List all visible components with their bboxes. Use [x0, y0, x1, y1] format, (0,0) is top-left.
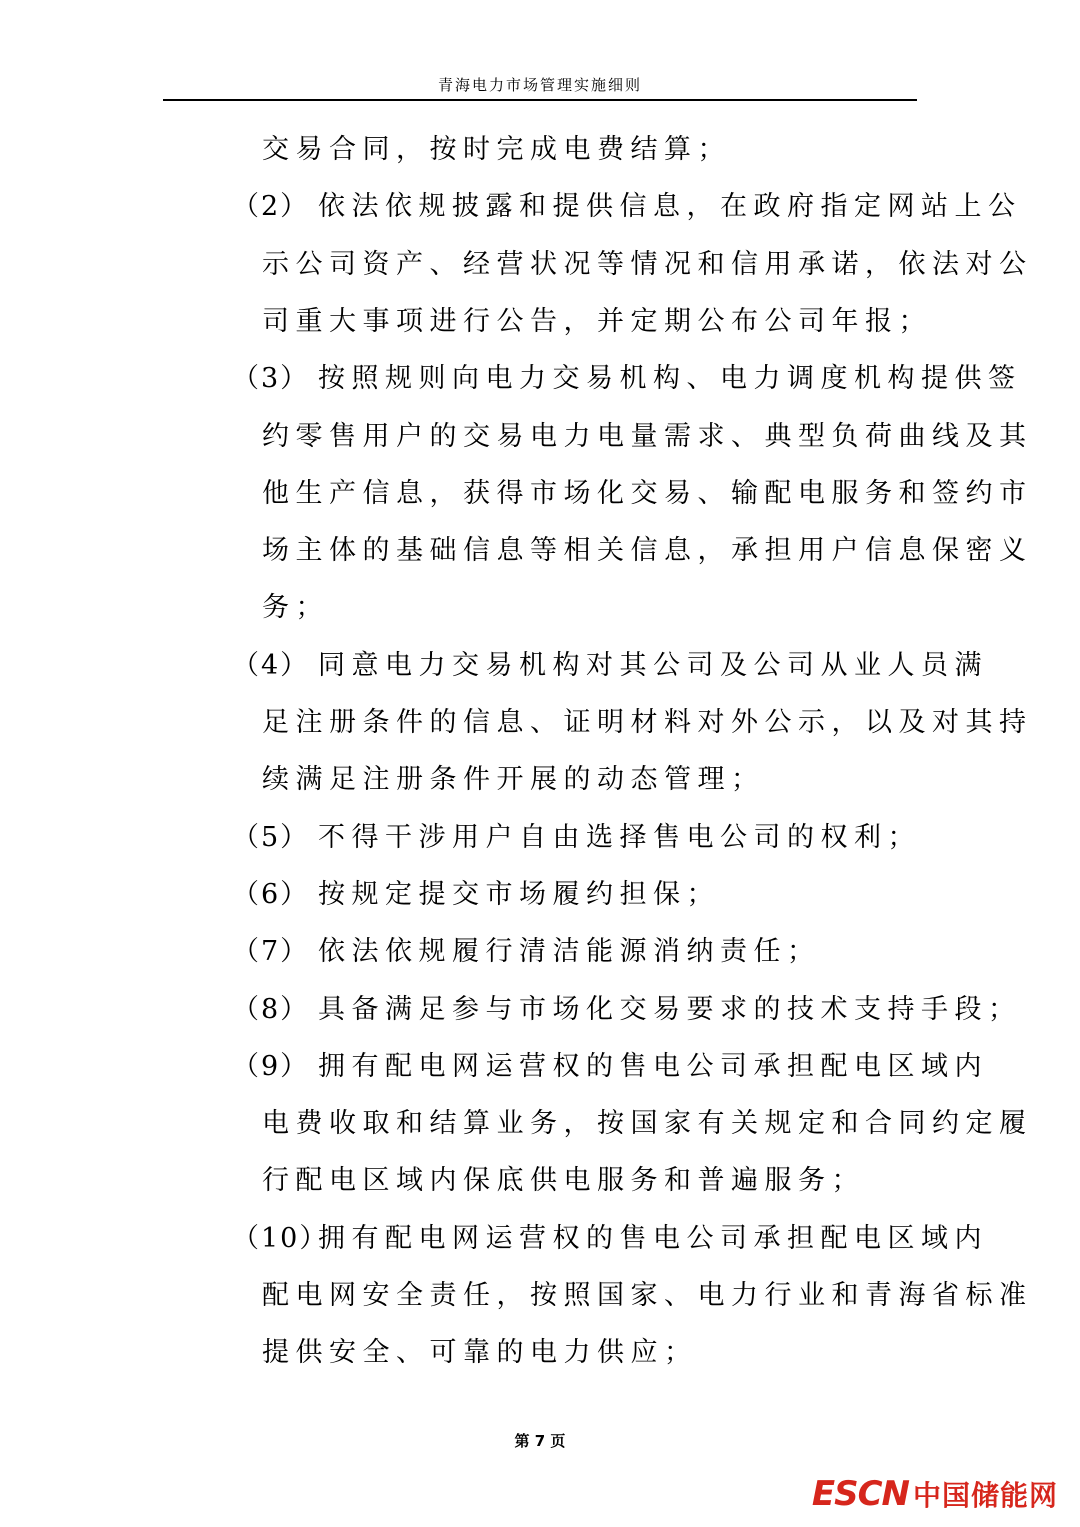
- continuation-line: 约零售用户的交易电力电量需求、典型负荷曲线及其: [262, 420, 1033, 452]
- continuation-line: 务；: [262, 592, 329, 624]
- escn-watermark-logo: [812, 1474, 1058, 1514]
- continuation-line: 交易合同，按时完成电费结算；: [262, 134, 731, 165]
- continuation-line: 配电网安全责任，按照国家、电力行业和青海省标准: [262, 1280, 1033, 1311]
- continuation-line: 足注册条件的信息、证明材料对外公示，以及对其持: [262, 707, 1033, 738]
- list-item-line: [232, 990, 1022, 1030]
- item-number: （2）: [232, 191, 310, 223]
- list-item-line: [232, 187, 1022, 227]
- continuation-line: 他生产信息，获得市场化交易、输配电服务和签约市: [262, 477, 1033, 509]
- list-item-line: [232, 1219, 988, 1259]
- item-text: 不得干涉用户自由选择售电公司的权利；: [318, 821, 921, 853]
- continuation-line: 提供安全、可靠的电力供应；: [262, 1337, 698, 1369]
- item-number: （8）: [232, 993, 310, 1025]
- item-text: 按照规则向电力交易机构、电力调度机构提供签: [318, 363, 1022, 395]
- watermark-latin: ESCN: [811, 1474, 909, 1514]
- item-text: 依法依规披露和提供信息，在政府指定网站上公: [318, 191, 1022, 223]
- item-number: （5）: [232, 821, 310, 853]
- item-number: （4）: [232, 649, 310, 681]
- item-text: 拥有配电网运营权的售电公司承担配电区域内: [318, 1050, 988, 1082]
- item-number: （10）: [232, 1222, 329, 1254]
- list-item-line: [232, 1047, 988, 1087]
- list-item-line: [232, 932, 821, 972]
- continuation-line: 司重大事项进行公告，并定期公布公司年报；: [262, 305, 932, 337]
- watermark-cn: 中国储能网: [912, 1479, 1058, 1512]
- item-text: 拥有配电网运营权的售电公司承担配电区域内: [318, 1222, 988, 1254]
- item-text: 依法依规履行清洁能源消纳责任；: [318, 936, 821, 968]
- continuation-line: 行配电区域内保底供电服务和普遍服务；: [262, 1165, 865, 1197]
- item-number: （9）: [232, 1050, 310, 1082]
- list-item-line: [232, 875, 720, 915]
- continuation-line: 场主体的基础信息等相关信息，承担用户信息保密义: [262, 535, 1033, 567]
- continuation-line: 电费收取和结算业务，按国家有关规定和合同约定履: [262, 1108, 1033, 1140]
- list-item-line: [232, 646, 988, 686]
- item-number: （6）: [232, 878, 310, 910]
- running-header: 青海电力市场管理实施细则: [437, 76, 642, 94]
- header-divider: [163, 99, 917, 101]
- list-item-line: [232, 359, 1022, 399]
- continuation-line: 示公司资产、经营状况等情况和信用承诺，依法对公: [262, 248, 1033, 280]
- continuation-line: 续满足注册条件开展的动态管理；: [262, 764, 765, 796]
- item-number: （3）: [232, 363, 310, 395]
- item-text: 具备满足参与市场化交易要求的技术支持手段；: [318, 993, 1022, 1025]
- item-number: （7）: [232, 936, 310, 968]
- list-item-line: [232, 818, 921, 858]
- item-text: 按规定提交市场履约担保；: [318, 878, 720, 910]
- page-number: 第 7 页: [514, 1432, 566, 1450]
- item-text: 同意电力交易机构对其公司及公司从业人员满: [318, 649, 988, 681]
